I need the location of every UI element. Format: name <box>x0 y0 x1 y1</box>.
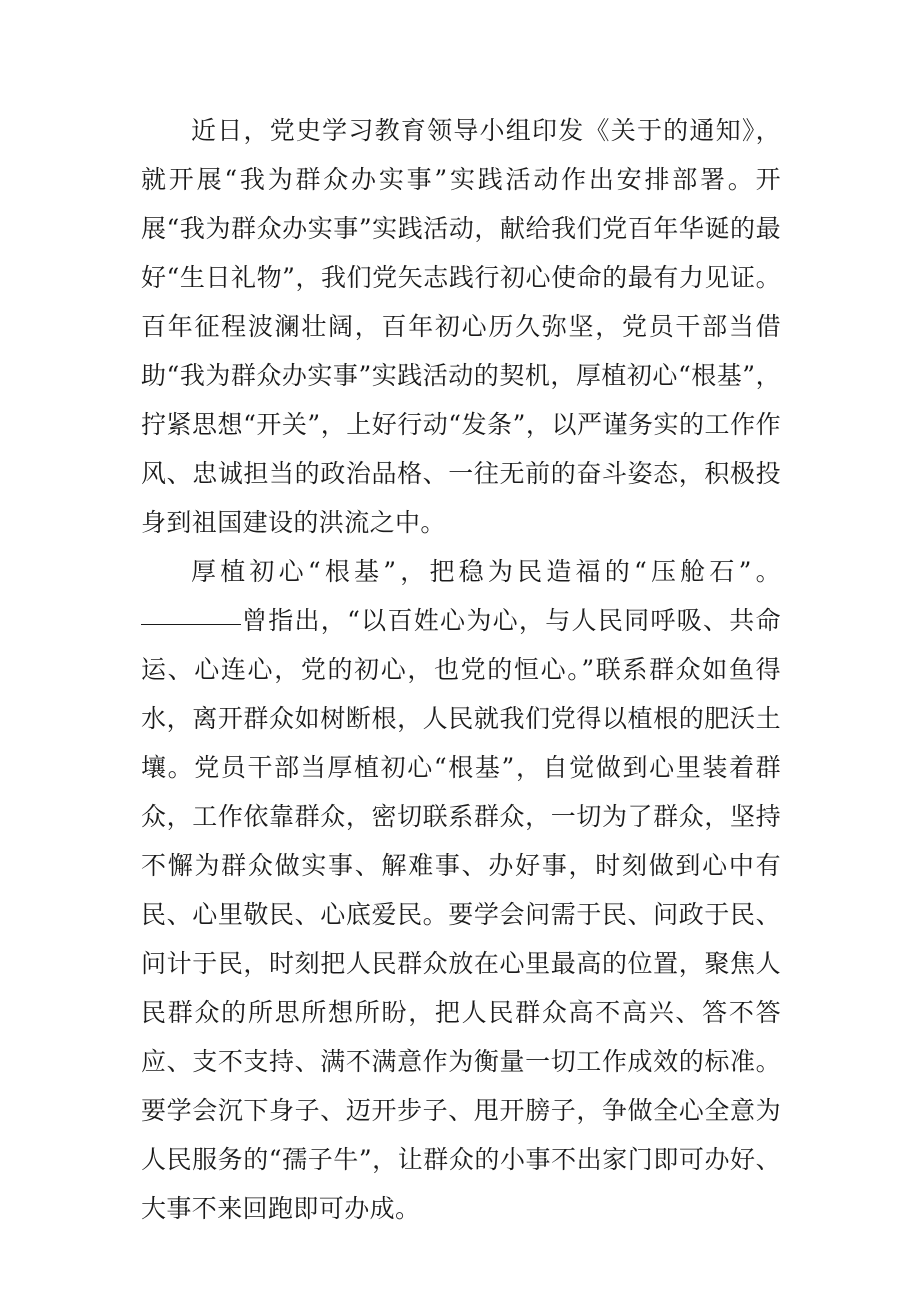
paragraph-2-body: 曾指出，“以百姓心为心，与人民同呼吸、共命运、心连心，党的初心，也党的恒心。”联系群众如鱼得水，离开群众如树断根，人民就我们党得以植根的肥沃土壤。党员干部当厚植初心“根基”，自觉做到心里装着群众，工作依靠群众，密切联系群众，一切为了群众，坚持不懈为群众做实事、解难事、办好事，时刻做到心中有民、心里敬民、心底爱民。要学会问需于民、问政于民、问计于民，时刻把人民群众放在心里最高的位置，聚焦人民群众的所思所想所盼，把人民群众高不高兴、答不答应、支不支持、满不满意作为衡量一切工作成效的标准。要学会沉下身子、迈开步子、甩开膀子，争做全心全意为人民服务的“孺子牛”，让群众的小事不出家门即可办好、大事不来回跑即可办成。 <box>141 606 781 1223</box>
document-body <box>141 106 781 1233</box>
fill-in-blank-underline <box>141 623 241 625</box>
paragraph-1: 近日，党史学习教育领导小组印发《关于的通知》，就开展“我为群众办实事”实践活动作出安排部署。开展“我为群众办实事”实践活动，献给我们党百年华诞的最好“生日礼物”，我们党矢志践行初心使命的最有力见证。百年征程波澜壮阔，百年初心历久弥坚，党员干部当借助“我为群众办实事”实践活动的契机，厚植初心“根基”，拧紧思想“开关”，上好行动“发条”，以严谨务实的工作作风、忠诚担当的政治品格、一往无前的奋斗姿态，积极投身到祖国建设的洪流之中。 <box>141 116 781 537</box>
paragraph-2 <box>141 547 781 1233</box>
paragraph-2-heading: 厚植初心“根基”，把稳为民造福的“压舱石”。 <box>191 557 781 586</box>
